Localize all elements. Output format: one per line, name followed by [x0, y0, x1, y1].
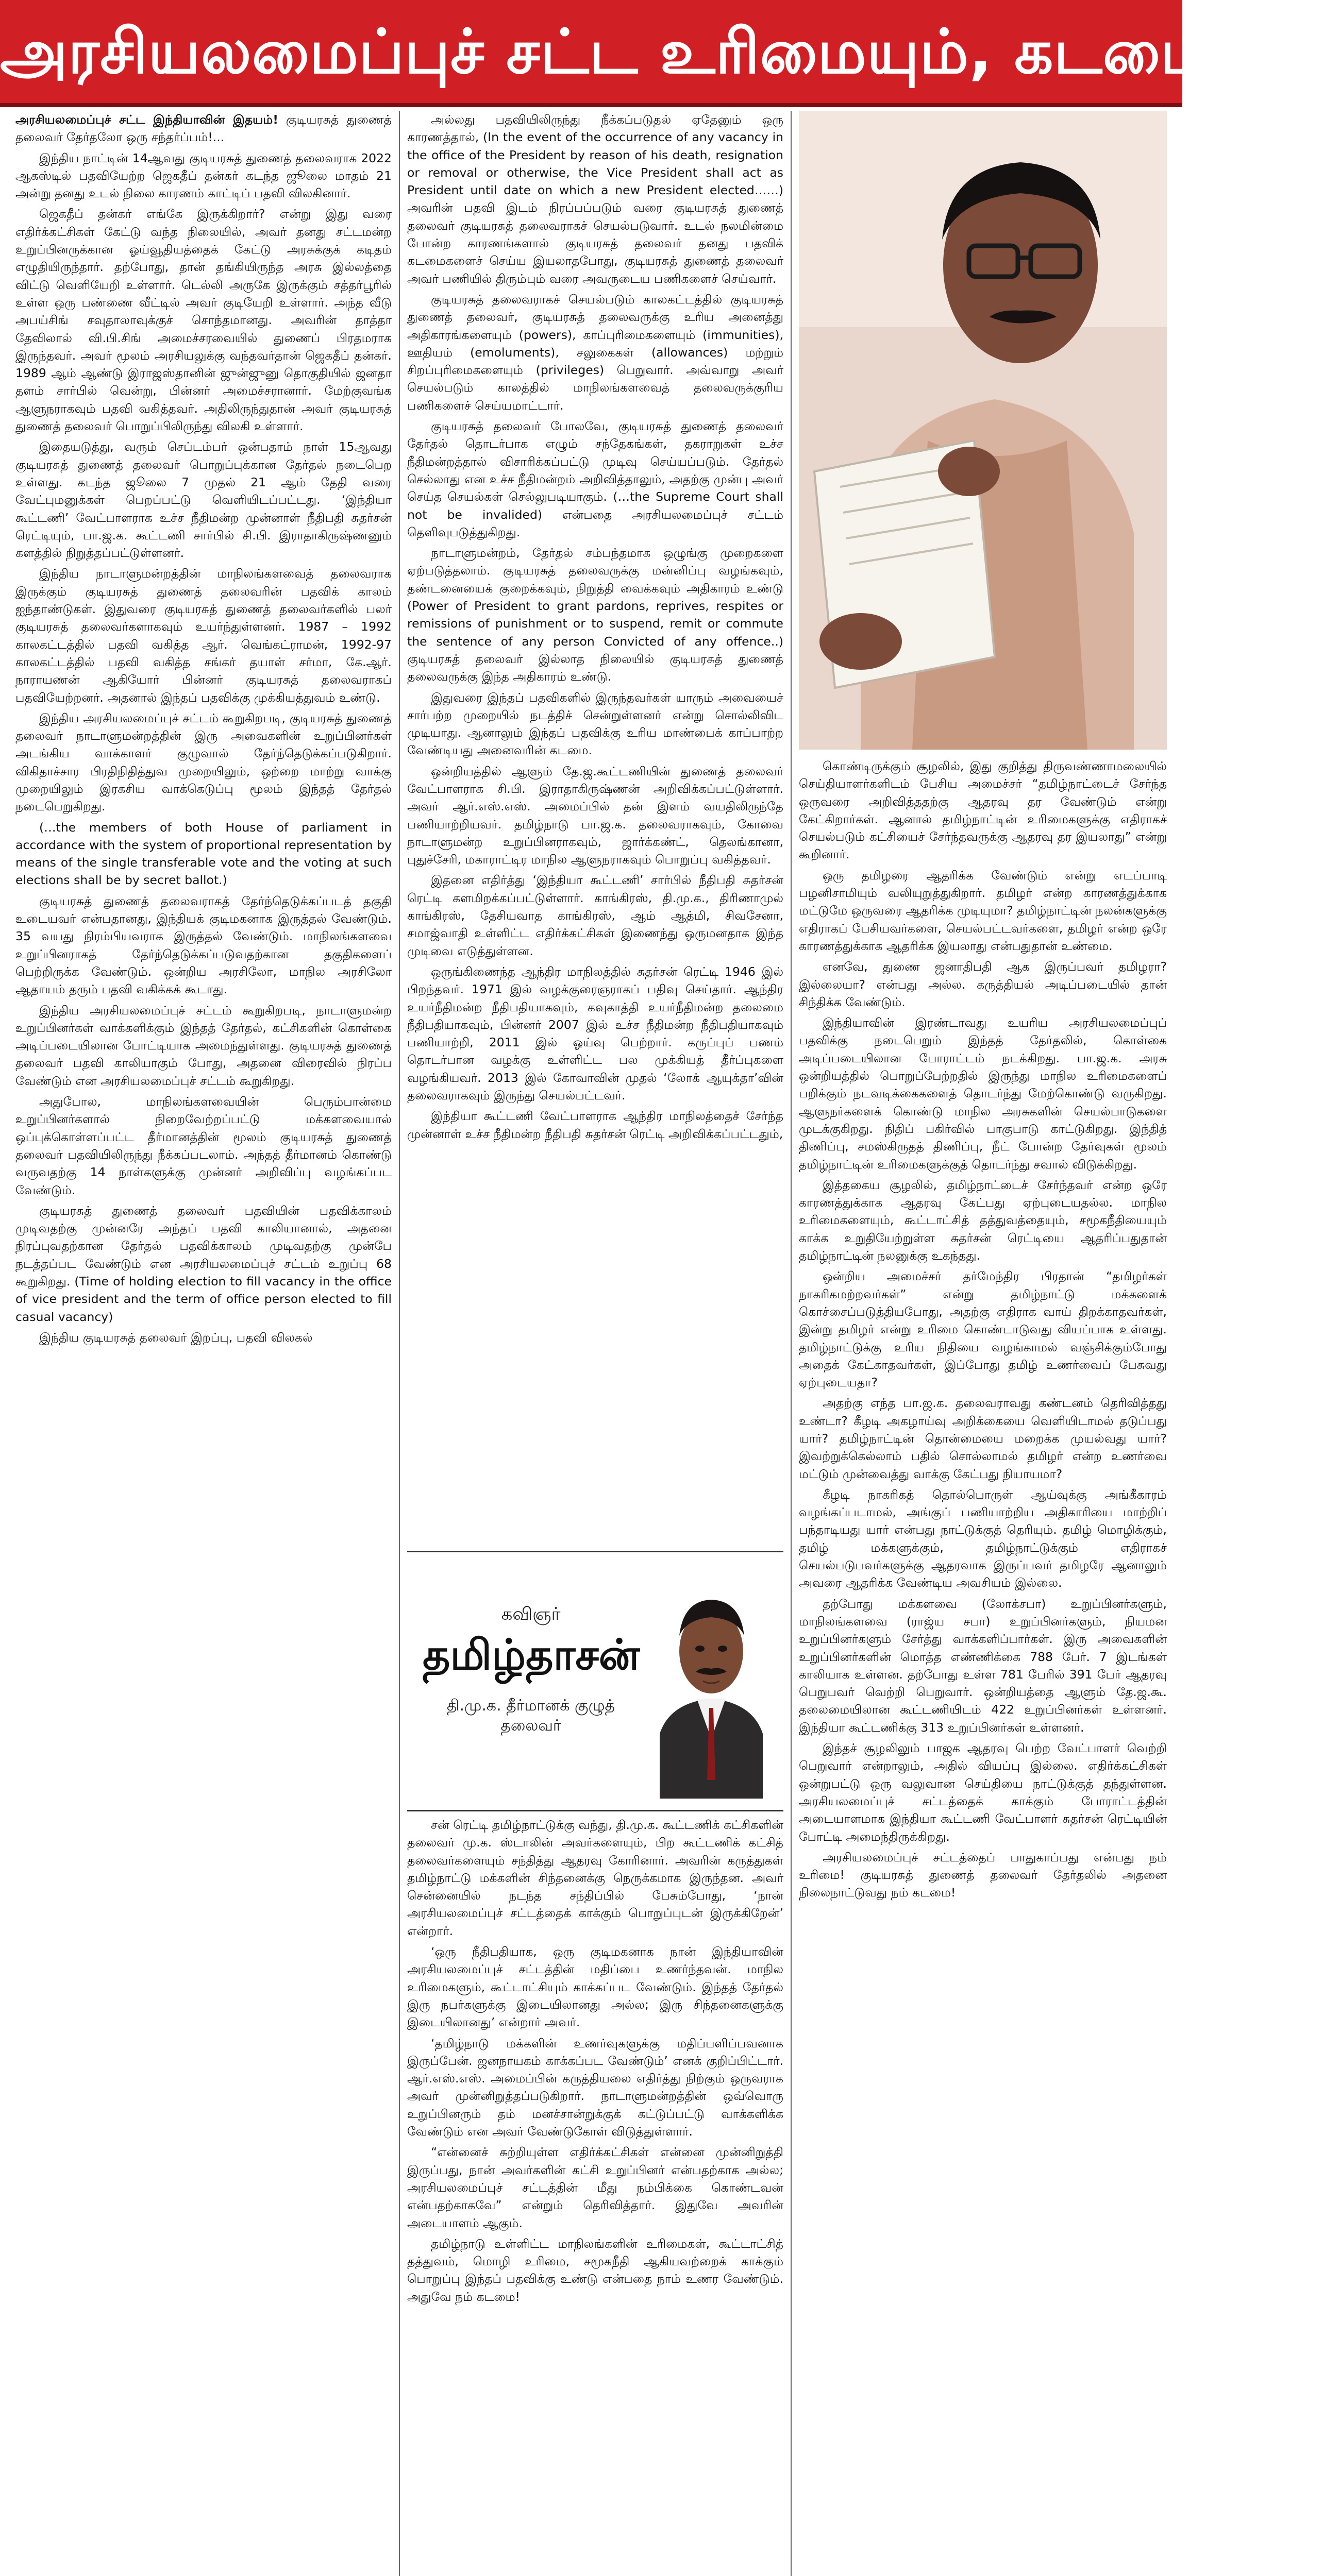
paragraph-text: தமிழ்நாடு உள்ளிட்ட மாநிலங்களின் உரிமைகள், கூட்டாட்சித் தத்துவம், மொழி உரிமை, சமூகநீதி ஆகியவற்றைக் காக்கும் பொறுப்பு இந்தப் பதவிக்கு உண்டு என்பதை நாம் உணர வேண்டும். அதுவே நம் கடமை! — [407, 2236, 783, 2304]
paragraph-text: அரசியலமைப்புச் சட்டத்தைப் பாதுகாப்பது என்பது நம் உரிமை! குடியரசுத் துணைத் தலைவர் தேர்தலில் அதனை நிலைநாட்டுவது நம் கடமை! — [799, 1850, 1167, 1900]
lead-sentence: அரசியலமைப்புச் சட்ட இந்தியாவின் இதயம்! — [15, 112, 278, 127]
paragraph — [407, 291, 783, 414]
paragraph-text: அதற்கு எந்த பா.ஜ.க. தலைவராவது கண்டனம் தெரிவித்தது உண்டா? கீழடி அகழாய்வு அறிக்கையை வெளியிடாமல் தடுப்பது யார்? தமிழ்நாட்டின் தொன்மையை மறைக்க முயல்வது யார்? இவற்றுக்கெல்லாம் பதில் சொல்லாமல் தமிழர் என்ற உணர்வை மட்டும் முன்வைத்து வாக்கு கேட்பது நியாயமா? — [799, 1396, 1167, 1481]
headline-title: அரசியலமைப்புச் சட்ட உரிமையும், கடமையும்! — [0, 16, 1340, 87]
paragraph-text: கொண்டிருக்கும் சூழலில், இது குறித்து திருவண்ணாமலையில் செய்தியாளர்களிடம் பேசிய அமைச்சர் “தமிழ்நாட்டைச் சேர்ந்த ஒருவரை அறிவித்ததற்கு ஆதரவு தர வேண்டும் என்று கேட்கிறார்கள். ஆனால் தமிழ்நாட்டின் உரிமைகளுக்கு எதிராகச் செயல்படும் கட்சியைச் சேர்ந்தவருக்கு ஆதரவு தர இயலாது” என்று கூறினார். — [799, 759, 1167, 862]
article-column-1 — [15, 111, 392, 2576]
column-divider — [791, 111, 792, 2576]
article-column-3 — [799, 757, 1167, 2576]
paragraph-text: இந்திய குடியரசுத் தலைவர் இறப்பு, பதவி விலகல் — [39, 1330, 313, 1345]
paragraph-text: (…the members of both House of parliament in accordance with the system of proportional representation by means of the single transferable vote and the voting at such elections shall be by secret ballot.) — [15, 820, 392, 888]
paragraph — [799, 1014, 1167, 1173]
paragraph-text: இந்திய அரசியலமைப்புச் சட்டம் கூறுகிறபடி, குடியரசுத் துணைத் தலைவர் நாடாளுமன்றத்தின் இரு அவைகளின் உறுப்பினர்கள் அடங்கிய வாக்காளர் குழுவால் தேர்ந்தெடுக்கப்படுகிறார். விகிதாச்சார பிரதிநிதித்துவ முறையிலும், ஒற்றை மாற்று வாக்கு முறையிலும் இரகசிய வாக்கெடுப்பு மூலம் இந்தத் தேர்தல் நடைபெறுகிறது. — [15, 710, 392, 814]
paragraph-text: இதையடுத்து, வரும் செப்டம்பர் ஒன்பதாம் நாள் 15ஆவது குடியரசுத் துணைத் தலைவர் பொறுப்புக்கான தேர்தல் நடைபெற உள்ளது. கடந்த ஜூலை 7 முதல் 21 ஆம் தேதி வரை வேட்புமனுக்கள் பெறப்பட்டு வெளியிடப்பட்டது. ‘இந்தியா கூட்டணி’ வேட்பாளராக உச்ச நீதிமன்ற முன்னாள் நீதிபதி சுதர்சன் ரெட்டியும், பா.ஜ.க. கூட்டணி சார்பில் சி.பி. இராதாகிருஷ்ணனும் களத்தில் நிறுத்தப்பட்டுள்ளனர். — [15, 439, 392, 561]
paragraph-text: ஒரு தமிழரை ஆதரிக்க வேண்டும் என்று எடப்பாடி பழனிசாமியும் வலியுறுத்துகிறார். தமிழர் என்ற காரணத்துக்காக மட்டுமே ஒருவரை ஆதரிக்க முடியுமா? தமிழ்நாட்டின் நலன்களுக்கு எதிராகப் பேசியவர்களை, செயல்பட்டவர்களை, தமிழர் என்ற ஒரே காரணத்துக்காக ஆதரிக்க இயலாது என்பதுதான் உண்மை. — [799, 868, 1167, 953]
article-column-2-top — [407, 111, 783, 1546]
paragraph — [407, 689, 783, 759]
paragraph — [15, 709, 392, 816]
paragraph — [799, 1486, 1167, 1592]
paragraph-text: இதுவரை இந்தப் பதவிகளில் இருந்தவர்கள் யாரும் அவையைச் சார்பற்ற முறையில் நடத்திச் சென்றுள்ளனர் என்று சொல்லிவிட முடியாது. ஆனாலும் இந்தப் பதவிக்கு உரிய மாண்பைக் காப்பாற்ற வேண்டியது அனைவரின் கடமை. — [407, 690, 783, 758]
paragraph — [15, 1002, 392, 1090]
paragraph — [15, 1202, 392, 1326]
paragraph — [15, 205, 392, 435]
paragraph — [799, 1267, 1167, 1391]
paragraph-text: எனவே, துணை ஜனாதிபதி ஆக இருப்பவர் தமிழரா? இல்லையா? என்பது அல்ல. கருத்தியல் அடிப்படையில் தான் சிந்திக்க வேண்டும். — [799, 959, 1167, 1009]
man-reading-document-icon — [799, 111, 1167, 750]
paragraph-text: குடியரசுத் தலைவர் போலவே, குடியரசுத் துணைத் தலைவர் தேர்தல் தொடர்பாக எழும் சந்தேகங்கள், தகராறுகள் உச்ச நீதிமன்றத்தால் விசாரிக்கப்பட்டு முடிவு செய்யப்படும். தேர்தல் செல்லாது என உச்ச நீதிமன்றம் அறிவித்தாலும், அதற்கு முன்பு அவர் செய்த செயல்கள் செல்லுபடியாகும். (…the Supreme Court shall not be invalided) என்பதை அரசியலமைப்புச் சட்டம் தெளிவுபடுத்துகிறது. — [407, 419, 783, 539]
paragraph-text: “என்னைச் சுற்றியுள்ள எதிர்க்கட்சிகள் என்னை முன்னிறுத்தி இருப்பது, நான் அவர்களின் கட்சி உறுப்பினர் என்பதற்காக அல்ல; அரசியலமைப்புச் சட்டத்தின் மீது நம்பிக்கை கொண்டவன் என்பதற்காகவே” என்றும் தெரிவித்தார். இதுவே அவரின் அடையாளம் ஆகும். — [407, 2145, 783, 2230]
paragraph-text: இந்திய அரசியலமைப்புச் சட்டம் கூறுகிறபடி, நாடாளுமன்ற உறுப்பினர்கள் வாக்களிக்கும் இந்தத் தேர்தல், கட்சிகளின் கொள்கை அடிப்படையிலான போட்டியாக அமைந்துள்ளது. குடியரசுத் துணைத் தலைவர் பதவி காலியாகும் போது, அதனை விரைவில் நிரப்ப வேண்டும் என அரசியலமைப்புச் சட்டம் கூறுகிறது. — [15, 1003, 392, 1088]
paragraph — [407, 111, 783, 287]
paragraph — [407, 2143, 783, 2231]
author-title: தி.மு.க. தீர்மானக் குழுத் தலைவர் — [446, 1697, 615, 1735]
paragraph — [15, 565, 392, 706]
paragraph — [799, 867, 1167, 955]
column-divider — [399, 111, 400, 2576]
paragraph-text: குடியரசுத் துணைத் தலைவர் பதவியின் பதவிக்காலம் முடிவதற்கு முன்னரே அந்தப் பதவி காலியானால், அதனை நிரப்புவதற்கான தேர்தல் பதவிக்காலம் முடிவதற்கு முன்பே நடத்தப்பட வேண்டும் என அரசியலமைப்புச் சட்டம் உறுப்பு 68 கூறுகிறது. (Time of holding election to fill vacancy in the office of vice president and the term of office person elected to fill casual vacancy) — [15, 1203, 392, 1324]
paragraph-text: ஜெகதீப் தன்கர் எங்கே இருக்கிறார்? என்று இது வரை எதிர்க்கட்சிகள் கேட்டு வந்த நிலையில், அவர் தனது சட்டமன்ற உறுப்பினருக்கான ஓய்வூதியத்தைக் கேட்டு அரசுக்குக் கடிதம் எழுதியிருந்தார். தற்போது, தான் தங்கியிருந்த அரசு இல்லத்தை விட்டு வெளியேறி உள்ளார். டெல்லி அருகே இருக்கும் சத்தர்பூரில் உள்ள ஒரு பண்ணை வீட்டில் அவர் குடியேறி உள்ளார். அந்த வீடு அபய்சிங் சவுதாலாவுக்குச் சொந்தமானது. அவரின் தாத்தா தேவிலால் வி.பி.சிங் அமைச்சரவையில் துணைப் பிரதமராக இருந்தவர். அவர் மூலம் அரசியலுக்கு வந்தவர்தான் ஜெகதீப் தன்கர். 1989 ஆம் ஆண்டு இராஜஸ்தானின் ஜுன்ஜுனு தொகுதியில் ஜனதா தளம் சார்பில் வென்று, பின்னர் அமைச்சரானார். மேற்குவங்க ஆளுநராகவும் பதவி வகித்தவர். அதிலிருந்துதான் அவர் குடியரசுத் துணைத் தலைவர் பொறுப்பிலிருந்து விலகி உள்ளார். — [15, 207, 392, 434]
paragraph-text: ‘தமிழ்நாடு மக்களின் உணர்வுகளுக்கு மதிப்பளிப்பவனாக இருப்பேன். ஜனநாயகம் காக்கப்பட வேண்டும்’ எனக் குறிப்பிட்டார். ஆர்.எஸ்.எஸ். அமைப்பின் கருத்தியலை எதிர்த்து நிற்கும் ஒருவராக அவர் முன்னிறுத்தப்படுகிறார். நாடாளுமன்றத்தின் ஒவ்வொரு உறுப்பினரும் தம் மனச்சான்றுக்குக் கட்டுப்பட்டு வாக்களிக்க வேண்டும் என அவர் வேண்டுகோள் விடுத்துள்ளார். — [407, 2036, 783, 2139]
paragraph — [15, 1329, 392, 1346]
paragraph-text: குடியரசுத் துணைத் தலைவர் தேர்தலோ ஒரு சந்தர்ப்பம்!... — [15, 112, 392, 145]
paragraph — [799, 1739, 1167, 1845]
paragraph-text: நாடாளுமன்றம், தேர்தல் சம்பந்தமாக ஒழுங்கு முறைகளை ஏற்படுத்தலாம். குடியரசுத் தலைவருக்கு மன்னிப்பு வழங்கவும், தண்டனையைக் குறைக்கவும், நிறுத்தி வைக்கவும் அதிகாரம் உண்டு (Power of President to grant pardons, reprives, respites or remissions of punishment or to suspend, remit or commute the sentence of any person Convicted of any offence..) குடியரசுத் தலைவர் இல்லாத நிலையில் குடியரசுத் துணைத் தலைவருக்கு இந்த அதிகாரம் உண்டு. — [407, 546, 783, 684]
paragraph — [799, 958, 1167, 1011]
paragraph-text: இத்தகைய சூழலில், தமிழ்நாட்டைச் சேர்ந்தவர் என்ற ஒரே காரணத்துக்காக ஆதரவு கேட்பது ஏற்புடையதல்ல. மாநில உரிமைகளையும், கூட்டாட்சித் தத்துவத்தையும், சமூகநீதியையும் காக்க உறுதியேற்றுள்ள சுதர்சன் ரெட்டியை ஆதரிப்பதுதான் தமிழ்நாட்டின் நலனுக்கு உகந்தது. — [799, 1177, 1167, 1263]
article-column-2-bottom — [407, 1816, 783, 2576]
paragraph-text: இந்தியாவின் இரண்டாவது உயரிய அரசியலமைப்புப் பதவிக்கு நடைபெறும் இந்தத் தேர்தலில், கொள்கை அடிப்படையிலான போராட்டம் நடக்கிறது. பா.ஜ.க. அரசு ஒன்றியத்தில் பொறுப்பேற்றதில் இருந்து மாநில உரிமைகளைப் பறிக்கும் நடவடிக்கைகளைத் தொடர்ந்து மேற்கொண்டு வருகிறது. ஆளுநர்களைக் கொண்டு மாநில அரசுகளின் செயல்பாடுகளை முடக்குகிறது. நிதிப் பகிர்வில் பாகுபாடு காட்டுகிறது. இந்தித் திணிப்பு, சமஸ்கிருதத் திணிப்பு, நீட் போன்ற தேர்வுகள் மூலம் தமிழ்நாட்டின் உரிமைகளுக்குத் தொடர்ந்து சவால் விடுக்கிறது. — [799, 1015, 1167, 1172]
paragraph — [15, 438, 392, 562]
paragraph-text: தற்போது மக்களவை (லோக்சபா) உறுப்பினர்களும், மாநிலங்களவை (ராஜ்ய சபா) உறுப்பினர்களும், நியமன உறுப்பினர்களும் சேர்த்து வாக்களிப்பார்கள். இரு அவைகளின் உறுப்பினர்களின் மொத்த எண்ணிக்கை 788 பேர். 7 இடங்கள் காலியாக உள்ளன. தற்போது உள்ள 781 பேரில் 391 பேர் ஆதரவு பெறுபவர் வெற்றி பெறுவார். ஒன்றியத்தை ஆளும் தே.ஜ.கூ. தலைமையிலான கூட்டணியிடம் 422 உறுப்பினர்கள் உள்ளனர். இந்தியா கூட்டணிக்கு 313 உறுப்பினர்கள் உள்ளனர். — [799, 1596, 1167, 1735]
headline-banner — [0, 0, 1340, 107]
paragraph — [407, 2035, 783, 2141]
paragraph-text: ‘ஒரு நீதிபதியாக, ஒரு குடிமகனாக நான் இந்தியாவின் அரசியலமைப்புச் சட்டத்தின் மதிப்பை உணர்ந்தவன். மாநில உரிமைகளும், கூட்டாட்சியும் காக்கப்பட வேண்டும். இந்தத் தேர்தல் இரு நபர்களுக்கு இடையிலானது அல்ல; இரு சிந்தனைகளுக்கு இடையிலானது’ என்றார் அவர். — [407, 1944, 783, 2030]
author-portrait-icon — [649, 1564, 773, 1799]
paragraph-text: இந்தச் சூழலிலும் பாஜக ஆதரவு பெற்ற வேட்பாளர் வெற்றி பெறுவார் என்றாலும், அதில் வியப்பு இல்லை. எதிர்க்கட்சிகள் ஒன்றுபட்டு ஒரு வலுவான செய்தியை நாட்டுக்குத் தந்துள்ளன. அரசியலமைப்புச் சட்டத்தைக் காக்கும் போராட்டத்தின் அடையாளமாக இந்தியா கூட்டணி வேட்பாளர் சுதர்சன் ரெட்டியின் போட்டி அமைந்திருக்கிறது. — [799, 1741, 1167, 1844]
paragraph — [799, 1176, 1167, 1264]
author-role: கவிஞர் — [501, 1604, 561, 1624]
paragraph-text: அதுபோல, மாநிலங்களவையின் பெரும்பான்மை உறுப்பினர்களால் நிறைவேற்றப்பட்டு மக்களவையால் ஒப்புக்கொள்ளப்பட்ட தீர்மானத்தின் மூலம் குடியரசுத் துணைத் தலைவர் பதவியிலிருந்து நீக்கப்படலாம். அந்தத் தீர்மானம் கொண்டு வருவதற்கு 14 நாள்களுக்கு முன்னர் அறிவிப்பு வழங்கப்பட வேண்டும். — [15, 1094, 392, 1197]
paragraph-text: அல்லது பதவியிலிருந்து நீக்கப்படுதல் ஏதேனும் ஒரு காரணத்தால், (In the event of the occurrence of any vacancy in the office of the President by reason of his death, resignation or removal or otherwise, the Vice President shall act as President until date on which a new President elected……) அவரின் பதவி இடம் நிரப்பப்படும் வரை குடியரசுத் துணைத் தலைவர் குடியரசுத் தலைவராகச் செயல்படுவார். உடல் நலமின்மை போன்ற காரணங்களால் குடியரசுத் தலைவர் தனது பதவிக் கடமைகளைச் செய்ய இயலாதபோது, குடியரசுத் துணைத் தலைவர் அவர் பணியில் திரும்பும் வரை அவருடைய பணிகளைச் செய்வார். — [407, 112, 783, 286]
paragraph-text: ஒன்றிய அமைச்சர் தர்மேந்திர பிரதான் “தமிழர்கள் நாகரிகமற்றவர்கள்” என்று தமிழ்நாட்டு மக்களைக் கொச்சைப்படுத்தியபோது, அதற்கு எதிராக வாய் திறக்காதவர்கள், இன்று தமிழர் என்று உரிமை கொண்டாடுவது வியப்பாக உள்ளது. தமிழ்நாட்டுக்கு உரிய நிதியை வழங்காமல் வஞ்சிக்கும்போது அதைக் கேட்காதவர்கள், இப்போது தமிழ் உணர்வைப் பேசுவது ஏற்புடையதா? — [799, 1269, 1167, 1390]
paragraph-text: ஒன்றியத்தில் ஆளும் தே.ஜ.கூட்டணியின் துணைத் தலைவர் வேட்பாளராக சி.பி. இராதாகிருஷ்ணன் அறிவிக்கப்பட்டுள்ளார். அவர் ஆர்.எஸ்.எஸ். அமைப்பில் தன் இளம் வயதிலிருந்தே பணியாற்றியவர். தமிழ்நாடு பா.ஜ.க. தலைவராகவும், கோவை நாடாளுமன்ற உறுப்பினராகவும், ஜார்க்கண்ட், தெலங்கானா, புதுச்சேரி, மகாராட்டிர மாநில ஆளுநராகவும் பொறுப்பு வகித்தவர். — [407, 764, 783, 867]
paragraph — [799, 757, 1167, 863]
paragraph — [799, 1849, 1167, 1902]
paragraph-text: சன் ரெட்டி தமிழ்நாட்டுக்கு வந்து, தி.மு.க. கூட்டணிக் கட்சிகளின் தலைவர் மு.க. ஸ்டாலின் அவர்களையும், பிற கூட்டணிக் கட்சித் தலைவர்களையும் சந்தித்து ஆதரவு கோரினார். அவரின் கருத்துகள் தமிழ்நாட்டு மக்களின் சிந்தனைக்கு நெருக்கமாக இருந்தன. அவர் சென்னையில் நடந்த சந்திப்பில் பேசும்போது, ‘நான் அரசியலமைப்புச் சட்டத்தைக் காக்கும் பொறுப்புடன் இருக்கிறேன்’ என்றார். — [407, 1818, 783, 1938]
paragraph — [15, 819, 392, 889]
paragraph — [15, 149, 392, 202]
paragraph-text: இந்திய நாடாளுமன்றத்தின் மாநிலங்களவைத் தலைவராக இருக்கும் குடியரசுத் துணைத் தலைவரின் பதவிக் காலம் ஐந்தாண்டுகள். இதுவரை குடியரசுத் துணைத் தலைவர்களில் பலர் குடியரசுத் தலைவர்களாகவும் உயர்ந்துள்ளனர். 1987 – 1992 காலகட்டத்தில் பதவி வகித்த ஆர். வெங்கட்ராமன், 1992-97 காலகட்டத்தில் பதவி வகித்த சங்கர் தயாள் சர்மா, கே.ஆர். நாராயணன் ஆகியோர் பின்னர் குடியரசுத் தலைவராகப் பதவியேற்றனர். அதனால் இந்தப் பதவிக்கு முக்கியத்துவம் உண்டு. — [15, 566, 392, 705]
paragraph — [407, 1816, 783, 1940]
author-name: தமிழ்தாசன் — [423, 1631, 640, 1680]
paragraph — [407, 544, 783, 685]
paragraph — [407, 1943, 783, 2031]
paragraph-text: இந்தியா கூட்டணி வேட்பாளராக ஆந்திர மாநிலத்தைச் சேர்ந்த முன்னாள் உச்ச நீதிமன்ற நீதிபதி சுதர்சன் ரெட்டி அறிவிக்கப்பட்டதும், — [407, 1109, 783, 1141]
paragraph-text: குடியரசுத் தலைவராகச் செயல்படும் காலகட்டத்தில் குடியரசுத் துணைத் தலைவர், குடியரசுத் தலைவருக்கு உரிய அனைத்து அதிகாரங்களையும் (powers), காப்புரிமைகளையும் (immunities), ஊதியம் (emoluments), சலுகைகள் (allowances) மற்றும் சிறப்புரிமைகளையும் (privileges) பெறுவார். அவ்வாறு அவர் செயல்படும் காலத்தில் மாநிலங்களவைத் தலைவருக்குரிய பணிகளைச் செய்யமாட்டார். — [407, 292, 783, 413]
paragraph — [407, 417, 783, 541]
paragraph-text: இதனை எதிர்த்து ‘இந்தியா கூட்டணி’ சார்பில் நீதிபதி சுதர்சன் ரெட்டி களமிறக்கப்பட்டுள்ளார். காங்கிரஸ், தி.மு.க., திரிணாமுல் காங்கிரஸ், தேசியவாத காங்கிரஸ், ஆம் ஆத்மி, சிவசேனா, சமாஜ்வாதி உள்ளிட்ட எதிர்க்கட்சிகள் இணைந்து ஒருமனதாக இந்த முடிவை எடுத்துள்ளன. — [407, 873, 783, 958]
paragraph — [407, 871, 783, 959]
paragraph-text: குடியரசுத் துணைத் தலைவராகத் தேர்ந்தெடுக்கப்படத் தகுதி உடையவர் என்பதானது, இந்தியக் குடிமகனாக இருத்தல் வேண்டும். 35 வயது நிரம்பியவராக இருத்தல் வேண்டும். மாநிலங்களவை உறுப்பினராகத் தேர்ந்தெடுக்கப்படுவதற்கான தகுதிகளைப் பெற்றிருக்க வேண்டும். ஒன்றிய அரசிலோ, மாநில அரசிலோ ஆதாயம் தரும் பதவி வகிக்கக் கூடாது. — [15, 893, 392, 997]
paragraph — [799, 1595, 1167, 1736]
paragraph-text: கீழடி நாகரிகத் தொல்பொருள் ஆய்வுக்கு அங்கீகாரம் வழங்கப்படாமல், அங்குப் பணியாற்றிய அதிகாரியை மாற்றிப் பந்தாடியது யார் என்பது நாட்டுக்குத் தெரியும். தமிழ் மொழிக்கும், தமிழ் மக்களுக்கும், தமிழ்நாட்டுக்கும் எதிராகச் செயல்படுபவர்களுக்கு ஆதரவாக இருப்பவர் தமிழரே ஆனாலும் அவரை ஆதரிக்க வேண்டிய அவசியம் இல்லை. — [799, 1487, 1167, 1590]
author-photo — [649, 1564, 773, 1799]
paragraph — [407, 762, 783, 869]
paragraph-text: இந்திய நாட்டின் 14ஆவது குடியரசுத் துணைத் தலைவராக 2022 ஆகஸ்டில் பதவியேற்ற ஜெகதீப் தன்கர் கடந்த ஜூலை மாதம் 21 அன்று தனது உடல் நிலை காரணம் காட்டிப் பதவி விலகினார். — [15, 150, 392, 201]
paragraph — [407, 2235, 783, 2306]
paragraph-text: ஒருங்கிணைந்த ஆந்திர மாநிலத்தில் சுதர்சன் ரெட்டி 1946 இல் பிறந்தவர். 1971 இல் வழக்குரைஞராகப் பதிவு செய்தார். ஆந்திர உயர்நீதிமன்ற நீதிபதியாகவும், கவுகாத்தி உயர்நீதிமன்ற தலைமை நீதிபதியாகவும், பின்னர் 2007 இல் உச்ச நீதிமன்ற நீதிபதியாகவும் பணியாற்றி, 2011 இல் ஓய்வு பெற்றார். கருப்புப் பணம் தொடர்பான வழக்கு உள்ளிட்ட பல முக்கியத் தீர்ப்புகளை வழங்கியவர். 2013 இல் கோவாவின் முதல் ‘லோக் ஆயுக்தா’வின் தலைவராகவும் இருந்து செயல்பட்டவர். — [407, 964, 783, 1103]
paragraph — [799, 1394, 1167, 1482]
paragraph — [407, 1107, 783, 1143]
author-box — [407, 1551, 783, 1811]
lead-photo — [799, 111, 1167, 750]
author-info — [423, 1604, 639, 1737]
paragraph — [15, 1093, 392, 1199]
paragraph — [15, 111, 392, 146]
paragraph — [407, 963, 783, 1104]
paragraph — [15, 892, 392, 998]
